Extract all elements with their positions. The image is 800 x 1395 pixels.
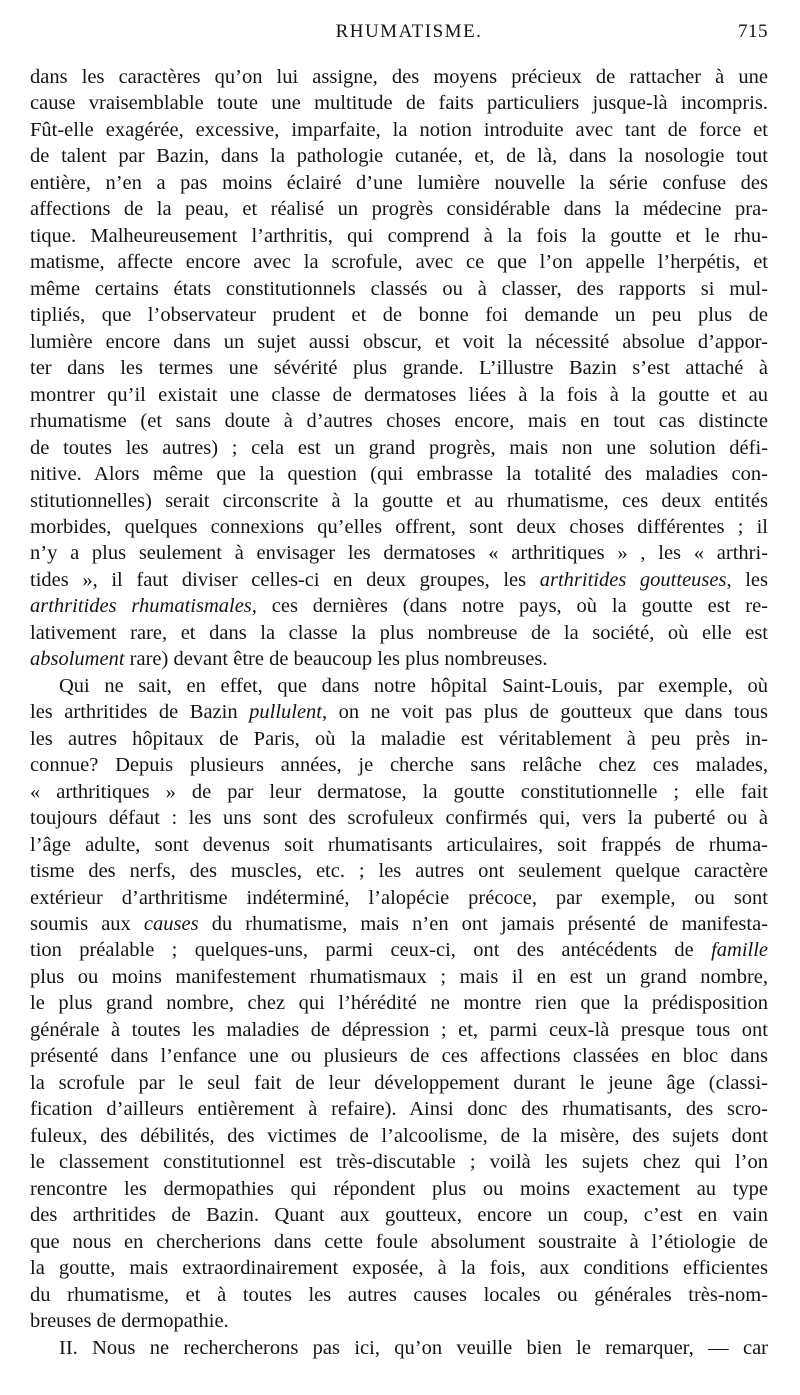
text-line — [30, 143, 768, 169]
text-line — [30, 1149, 768, 1175]
text-run: extérieur d’arthritisme indéterminé, l’alopécie précoce, par exemple, ou sont — [30, 886, 768, 909]
text-line — [30, 779, 768, 805]
text-line — [30, 673, 768, 699]
text-run: soumis aux — [30, 913, 144, 935]
text-run: toujours défaut : les uns sont des scrofuleux confirmés qui, vers la puberté ou à — [30, 807, 768, 830]
italic-text: arthritides rhumatismales — [30, 595, 252, 618]
text-run: morbides, quelques connexions qu’elles offrent, sont deux choses différentes ; il — [30, 515, 768, 538]
text-run: Qui ne sait, en effet, que dans notre hôpital Saint-Louis, par exemple, où — [59, 674, 768, 697]
text-line — [30, 355, 768, 381]
text-line — [30, 329, 768, 355]
text-run: même certains états constitutionnels classés ou à classer, des rapports si mul- — [30, 277, 768, 300]
text-line — [30, 276, 768, 302]
italic-text: causes — [143, 913, 199, 935]
text-run: générale à toutes les maladies de dépression ; et, parmi ceux-là presque tous ont — [30, 1018, 768, 1041]
text-run: n’y a plus seulement à envisager les dermatoses « arthritiques » , les « arthri- — [30, 542, 768, 565]
text-line — [30, 382, 768, 408]
text-line — [30, 646, 768, 672]
text-run: rencontre les dermopathies qui répondent plus ou moins exactement au type — [30, 1177, 768, 1200]
italic-text: pullulent — [249, 701, 323, 724]
body-text — [30, 64, 768, 1361]
book-page — [30, 0, 768, 1395]
text-run: dans les caractères qu’on lui assigne, des moyens précieux de rattacher à une — [30, 66, 768, 88]
text-line — [30, 752, 768, 778]
text-line — [30, 196, 768, 222]
text-line — [30, 990, 768, 1016]
text-line — [30, 858, 768, 884]
text-line — [30, 223, 768, 249]
text-run: plus ou moins manifestement rhumatismaux ; mais il en est un grand nombre, — [30, 965, 768, 988]
text-run: connue? Depuis plusieurs années, je cherche sans relâche chez ces malades, — [30, 754, 768, 777]
text-run: montrer qu’il existait une classe de dermatoses liées à la fois à la goutte et au — [30, 383, 768, 406]
text-line — [30, 620, 768, 646]
text-line — [30, 937, 768, 963]
text-line — [30, 488, 768, 514]
text-run: rhumatisme (et sans doute à d’autres choses encore, mais en tout cas distincte — [30, 410, 768, 433]
text-run: présenté dans l’enfance une ou plusieurs de ces affections classées en bloc dans — [30, 1045, 768, 1068]
text-run: Fût-elle exagérée, excessive, imparfaite, la notion introduite avec tant de force et — [30, 118, 768, 141]
italic-text: famille — [711, 939, 768, 962]
page-number: 715 — [738, 21, 768, 42]
running-head — [30, 0, 768, 40]
text-run: les arthritides de Bazin — [30, 701, 250, 724]
text-run: tisme des nerfs, des muscles, etc. ; les autres ont seulement quelque caractère — [30, 860, 768, 883]
text-run: lumière encore dans un sujet aussi obscur, et voit la nécessité absolue d’appor- — [30, 330, 768, 353]
text-run: les autres hôpitaux de Paris, où la maladie est véritablement à peu près in- — [30, 727, 768, 750]
text-line — [30, 408, 768, 434]
text-run: tides », il faut diviser celles-ci en deux groupes, les — [30, 568, 540, 591]
text-run: II. Nous ne rechercherons pas ici, qu’on veuille bien le remarquer, — car — [59, 1336, 768, 1359]
text-line — [30, 117, 768, 143]
text-line — [30, 1335, 768, 1361]
text-run: stitutionnelles) serait circonscrite à la goutte et au rhumatisme, ces deux entités — [30, 489, 768, 512]
text-run: fication d’ailleurs entièrement à refaire). Ainsi donc des rhumatisants, des scro- — [30, 1098, 768, 1121]
text-line — [30, 1202, 768, 1228]
text-line — [30, 726, 768, 752]
text-line — [30, 567, 768, 593]
italic-text: absolument — [30, 648, 125, 671]
text-run: ter dans les termes une sévérité plus grande. L’illustre Bazin s’est attaché à — [30, 357, 768, 380]
text-line — [30, 699, 768, 725]
text-line — [30, 1176, 768, 1202]
text-run: du rhumatisme, et à toutes les autres causes locales ou générales très-nom- — [30, 1283, 768, 1306]
text-line — [30, 1096, 768, 1122]
text-line — [30, 514, 768, 540]
text-line — [30, 1123, 768, 1149]
text-line — [30, 1017, 768, 1043]
italic-text: arthritides goutteuses — [539, 568, 727, 591]
text-run: , les — [726, 568, 769, 591]
text-run: le classement constitutionnel est très-discutable ; voilà les sujets chez qui l’on — [30, 1151, 768, 1174]
text-line — [30, 302, 768, 328]
text-run: entière, n’en a pas moins éclairé d’une lumière nouvelle la série confuse des — [30, 171, 768, 194]
text-line — [30, 64, 768, 90]
text-run: cause vraisemblable toute une multitude de faits particuliers jusque-là incompris. — [30, 92, 768, 115]
text-line — [30, 805, 768, 831]
text-line — [30, 964, 768, 990]
text-run: le plus grand nombre, chez qui l’hérédité ne montre rien que la prédisposition — [30, 992, 768, 1015]
text-line — [30, 1229, 768, 1255]
text-line — [30, 1255, 768, 1281]
text-run: de toutes les autres) ; cela est un grand progrès, mais non une solution défi- — [30, 436, 768, 459]
paragraph — [30, 673, 768, 1335]
text-line — [30, 911, 768, 937]
text-line — [30, 435, 768, 461]
text-line — [30, 1282, 768, 1308]
text-run: l’âge adulte, sont devenus soit rhumatisants articulaires, soit frappés de rhuma- — [30, 833, 768, 856]
text-run: des arthritides de Bazin. Quant aux goutteux, encore un coup, c’est en vain — [30, 1204, 768, 1227]
text-run: fuleux, des débilités, des victimes de l’alcoolisme, de la misère, des sujets dont — [30, 1124, 768, 1147]
text-run: , on ne voit pas plus de goutteux que dans tous — [322, 701, 768, 724]
text-run: de talent par Bazin, dans la pathologie cutanée, et, de là, dans la nosologie tout — [30, 145, 768, 168]
text-run: « arthritiques » de par leur dermatose, la goutte constitutionnelle ; elle fait — [30, 780, 768, 803]
text-line — [30, 540, 768, 566]
text-line — [30, 1070, 768, 1096]
text-run: du rhumatisme, mais n’en ont jamais présenté de manifesta- — [198, 913, 768, 935]
text-run: tion préalable ; quelques-uns, parmi ceux-ci, ont des antécédents de — [30, 939, 712, 962]
text-run: la goutte, mais extraordinairement exposée, à la fois, aux conditions efficientes — [30, 1257, 768, 1280]
running-title: RHUMATISME. — [335, 21, 483, 42]
text-run: lativement rare, et dans la classe la plus nombreuse de la société, où elle est — [30, 621, 768, 644]
text-line — [30, 1043, 768, 1069]
text-run: nitive. Alors même que la question (qui embrasse la totalité des maladies con- — [30, 463, 768, 486]
text-run: tipliés, que l’observateur prudent et de bonne foi demande un peu plus de — [30, 304, 768, 327]
text-line — [30, 832, 768, 858]
text-run: que nous en chercherions dans cette foule absolument soustraite à l’étiologie de — [30, 1230, 768, 1253]
text-line — [30, 1308, 768, 1334]
text-line — [30, 170, 768, 196]
paragraph — [30, 64, 768, 673]
text-line — [30, 90, 768, 116]
text-run: rare) devant être de beaucoup les plus nombreuses. — [124, 648, 548, 671]
text-line — [30, 593, 768, 619]
text-line — [30, 249, 768, 275]
text-run: la scrofule par le seul fait de leur développement durant le jeune âge (classi- — [30, 1071, 768, 1094]
paragraph — [30, 1335, 768, 1361]
text-run: breuses de dermopathie. — [30, 1310, 229, 1333]
text-run: affections de la peau, et réalisé un progrès considérable dans la médecine pra- — [30, 198, 768, 221]
text-line — [30, 461, 768, 487]
text-run: , ces dernières (dans notre pays, où la goutte est re- — [251, 595, 768, 618]
text-run: matisme, affecte encore avec la scrofule, avec ce que l’on appelle l’herpétis, et — [30, 251, 768, 274]
text-run: tique. Malheureusement l’arthritis, qui comprend à la fois la goutte et le rhu- — [30, 224, 768, 247]
text-line — [30, 885, 768, 911]
